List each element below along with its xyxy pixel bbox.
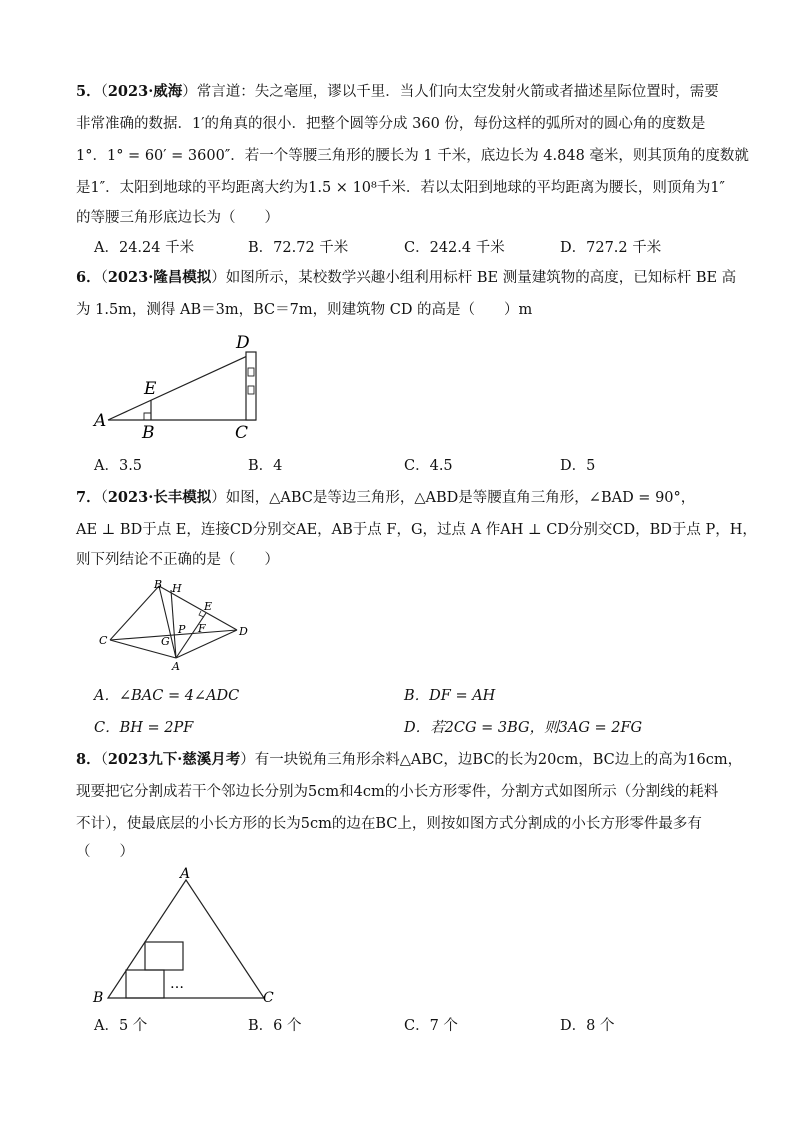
q6-line-2: 为 1.5m，测得 AB＝3m，BC＝7m，则建筑物 CD 的高是（ ）m [76, 302, 533, 318]
q5-line-1: 5．（2023·威海）常言道：失之毫厘，谬以千里．当人们向太空发射火箭或者描述星际位置时，需要 [76, 83, 719, 100]
q8-line-4: （ ） [76, 844, 134, 860]
q5-option-b[interactable]: B．72.72 千米 [248, 240, 349, 256]
q6-option-b[interactable]: B．4 [248, 458, 283, 474]
q8-label-b: B [93, 990, 104, 1006]
q6-option-a[interactable]: A．3.5 [94, 458, 143, 474]
q7-line-3: 则下列结论不正确的是（ ） [76, 552, 279, 568]
q7-label-h: H [172, 582, 182, 595]
q7-label-e: E [204, 600, 213, 613]
q7-label-b: B [154, 578, 163, 591]
q8-source: 2023九下·慈溪月考 [107, 751, 241, 768]
q7-line-2: AE ⊥ BD于点 E，连接CD分别交AE，AB于点 F，G，过点 A 作AH ⊥ CD分别交CD，BD于点 P，H， [76, 522, 757, 538]
q6-option-d[interactable]: D．5 [560, 458, 596, 474]
q7-option-b[interactable]: B．DF = AH [404, 688, 496, 704]
q5-source: 2023·威海 [107, 83, 183, 100]
q7-seg-bc [110, 586, 159, 640]
q6-label-a: A [94, 411, 107, 431]
q6-number: 6 [76, 269, 87, 286]
q6-source: 2023·隆昌模拟 [107, 269, 212, 286]
q6-figure [88, 330, 278, 442]
q6-sight-line [108, 352, 256, 420]
q6-label-e: E [144, 379, 157, 399]
q7-label-a: A [172, 660, 180, 673]
q7-number: 7 [76, 489, 87, 506]
q6-right-angle-mark [144, 413, 151, 420]
q5-line-5: 的等腰三角形底边长为（ ） [76, 210, 279, 226]
q8-option-a[interactable]: A．5 个 [94, 1018, 148, 1034]
q7-option-a[interactable]: A．∠BAC = 4∠ADC [94, 688, 240, 704]
q6-label-d: D [236, 333, 250, 353]
q8-bottom-rectangle [126, 970, 164, 998]
q8-line-2: 现要把它分割成若干个邻边长分别为5cm和4cm的小长方形零件，分割方式如图所示（分割线的耗料 [76, 784, 719, 800]
q7-option-c[interactable]: C．BH = 2PF [94, 720, 194, 736]
q8-text-1: 有一块锐角三角形余料△ABC，边BC的长为20cm，BC边上的高为16cm， [254, 752, 743, 768]
q8-label-c: C [263, 990, 274, 1006]
q7-figure [94, 578, 260, 674]
q5-option-d[interactable]: D．727.2 千米 [560, 240, 662, 256]
q6-line-1: 6．（2023·隆昌模拟）如图所示，某校数学兴趣小组利用标杆 BE 测量建筑物的高度，已知标杆 BE 高 [76, 269, 737, 286]
q5-option-c[interactable]: C．242.4 千米 [404, 240, 505, 256]
q8-option-d[interactable]: D．8 个 [560, 1018, 615, 1034]
q8-figure [90, 866, 284, 1008]
q5-number: 5 [76, 83, 87, 100]
q5-text-1: 常言道：失之毫厘，谬以千里．当人们向太空发射火箭或者描述星际位置时，需要 [196, 84, 719, 100]
q5-option-a[interactable]: A．24.24 千米 [94, 240, 195, 256]
q7-label-c: C [99, 634, 108, 647]
q6-text-1: 如图所示，某校数学兴趣小组利用标杆 BE 测量建筑物的高度，已知标杆 BE 高 [225, 270, 737, 286]
q7-text-1: 如图，△ABC是等边三角形，△ABD是等腰直角三角形，∠BAD = 90°， [225, 490, 696, 506]
q5-line-2: 非常准确的数据．1′的角真的很小．把整个圆等分成 360 份，每份这样的弧所对的圆心角的度数是 [76, 116, 706, 132]
q8-number: 8 [76, 751, 87, 768]
q5-line-3: 1°．1° = 60′ = 3600″．若一个等腰三角形的腰长为 1 千米，底边长为 4.848 毫米，则其顶角的度数就 [76, 148, 749, 164]
q8-line-3: 不计），使最底层的小长方形的长为5cm的边在BC上，则按如图方式分割成的小长方形零件最多有 [76, 816, 702, 832]
q6-option-c[interactable]: C．4.5 [404, 458, 453, 474]
q8-dots: … [170, 976, 184, 992]
q8-line-1: 8．（2023九下·慈溪月考）有一块锐角三角形余料△ABC，边BC的长为20cm，BC边上的高为16cm， [76, 751, 743, 768]
q8-option-c[interactable]: C．7 个 [404, 1018, 458, 1034]
q6-label-b: B [142, 423, 155, 442]
q7-label-g: G [161, 635, 170, 648]
q8-option-b[interactable]: B．6 个 [248, 1018, 302, 1034]
q8-label-a: A [180, 866, 191, 882]
q8-second-rectangle [145, 942, 183, 970]
q7-line-1: 7．（2023·长丰模拟）如图，△ABC是等边三角形，△ABD是等腰直角三角形，∠BAD = 90°， [76, 489, 696, 506]
q7-label-f: F [198, 622, 206, 635]
q6-label-c: C [235, 423, 249, 442]
q7-label-d: D [239, 625, 248, 638]
q7-label-p: P [178, 623, 186, 636]
q8-triangle-abc [108, 880, 264, 998]
q5-line-4: 是1″．太阳到地球的平均距离大约为1.5 × 10⁸千米．若以太阳到地球的平均距离为腰长，则顶角为1″ [76, 180, 725, 196]
q7-option-d[interactable]: D．若2CG = 3BG，则3AG = 2FG [404, 720, 643, 736]
q7-source: 2023·长丰模拟 [107, 489, 212, 506]
